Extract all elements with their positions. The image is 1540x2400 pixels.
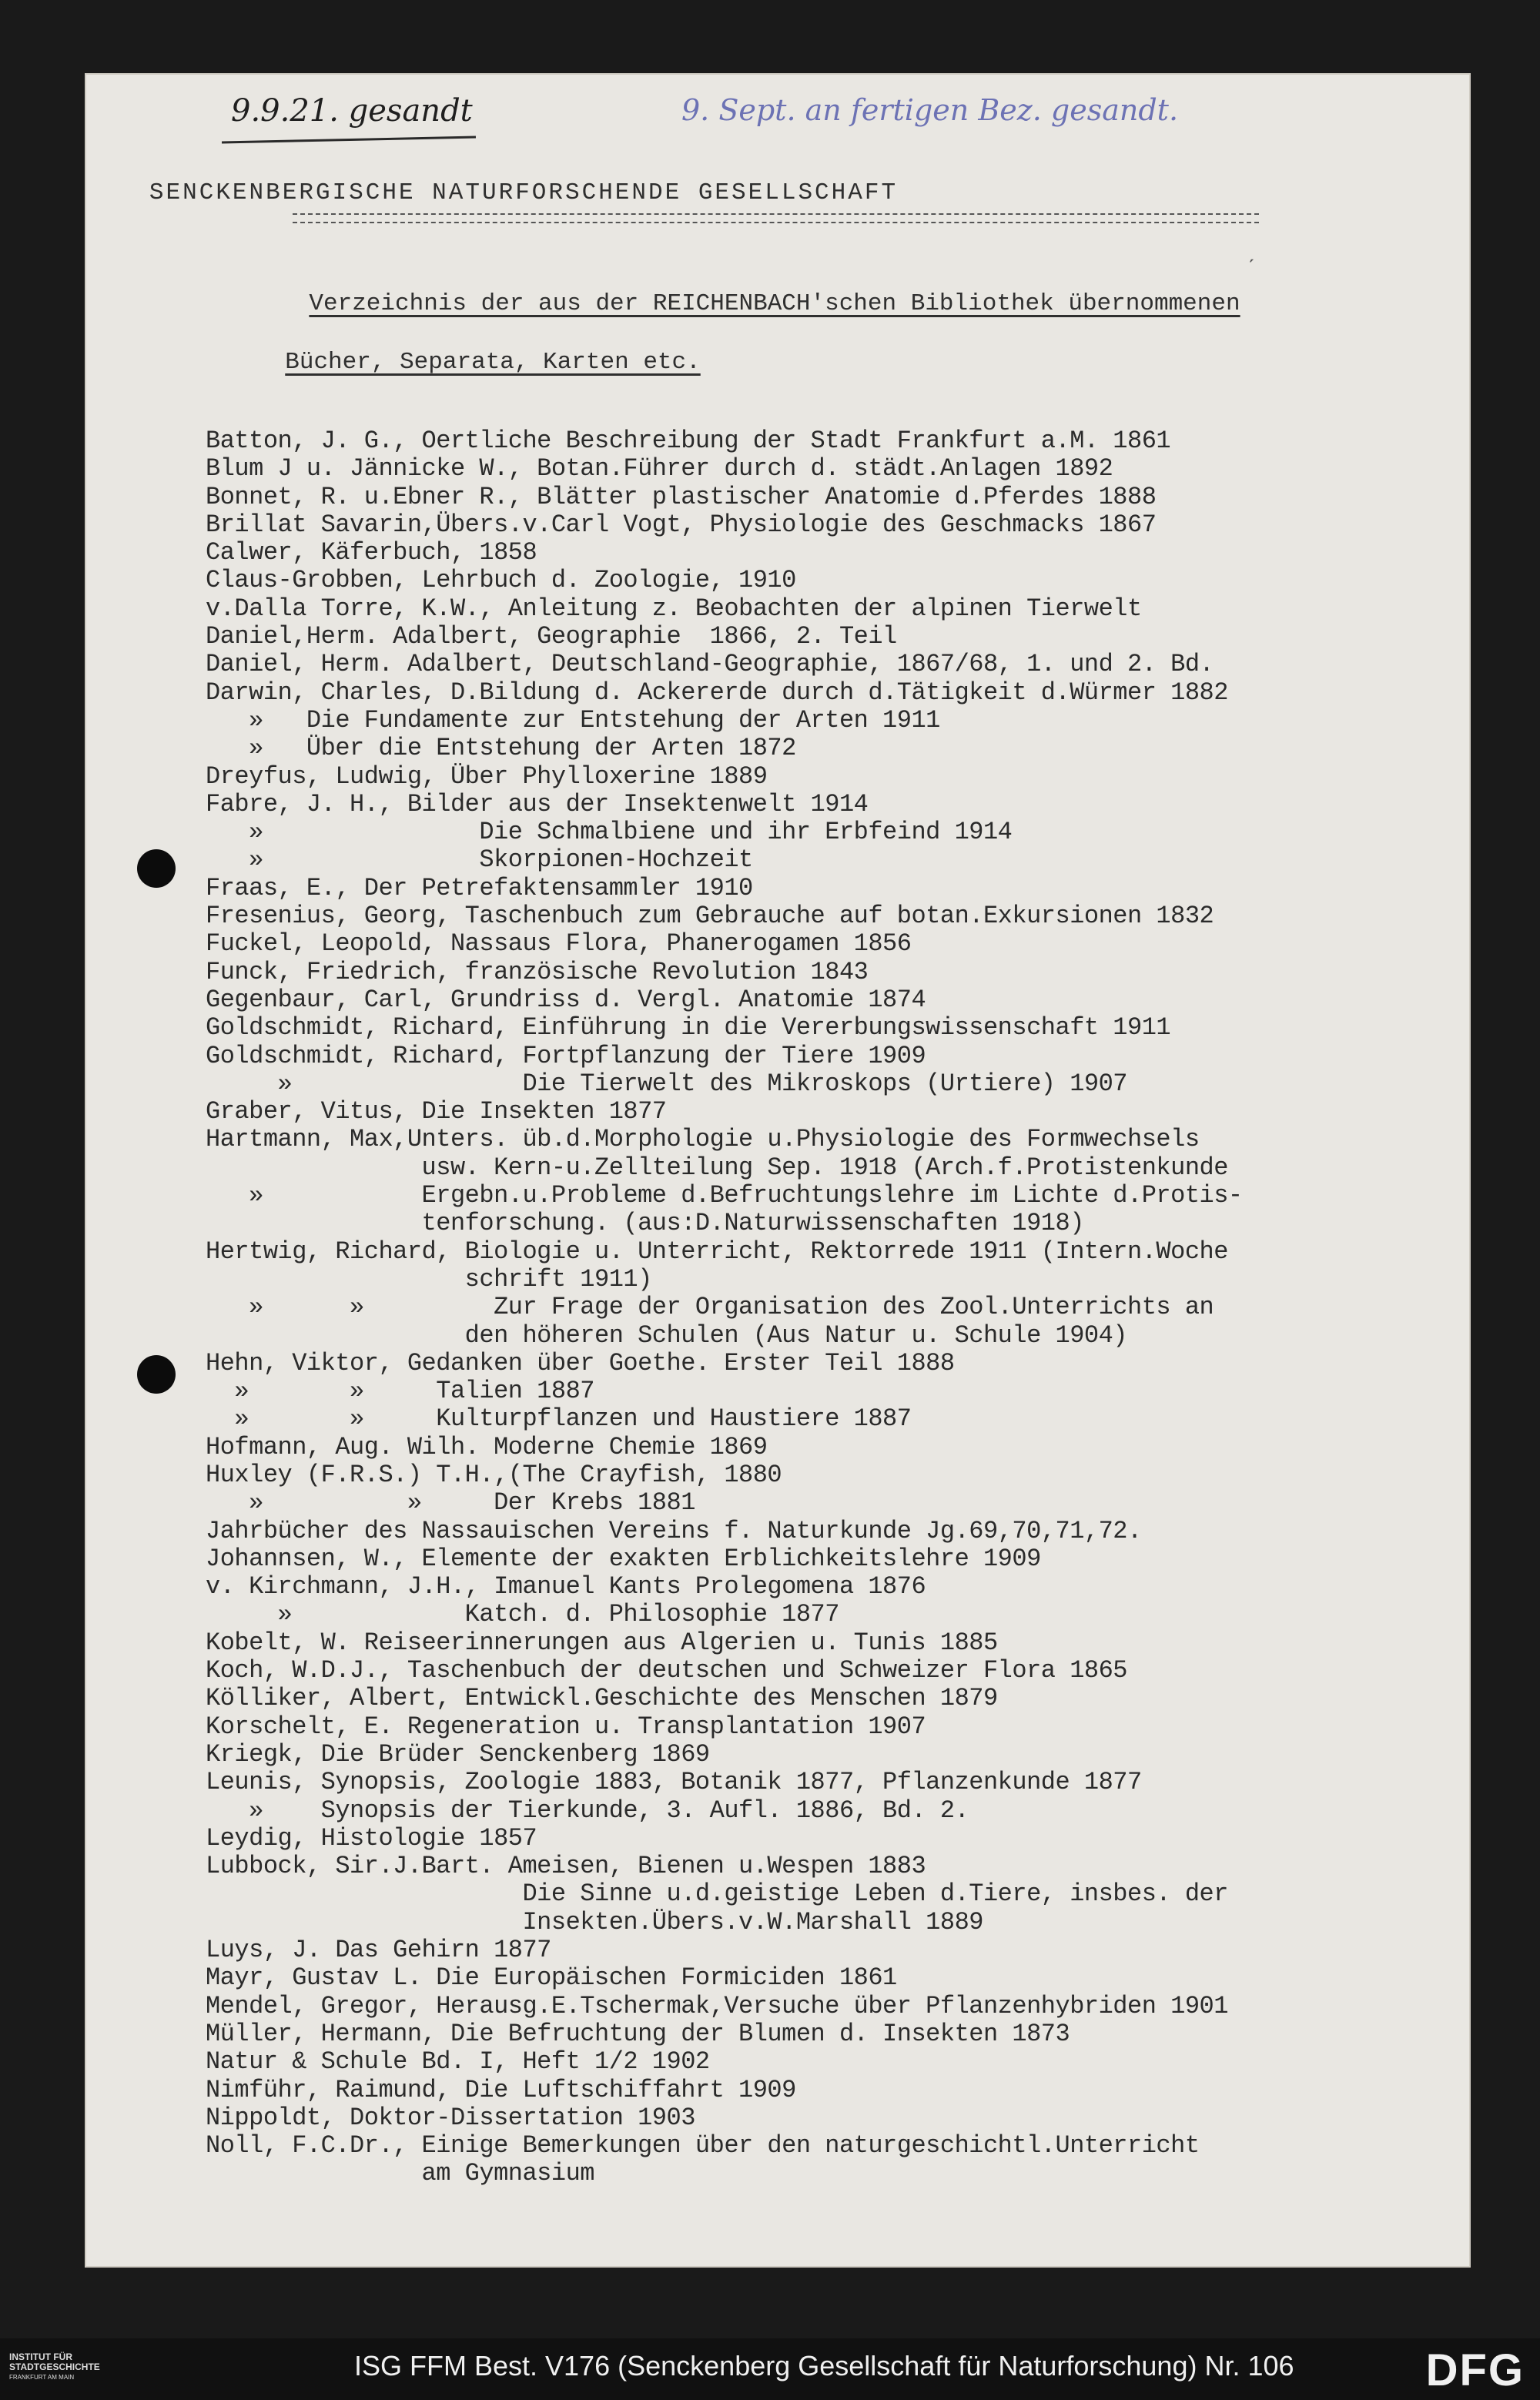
archive-footer-bar — [0, 2338, 1540, 2400]
list-item: » Die Schmalbiene und ihr Erbfeind 1914 — [206, 818, 1013, 847]
list-item: Graber, Vitus, Die Insekten 1877 — [206, 1097, 667, 1126]
list-item: am Gymnasium — [206, 2159, 594, 2188]
list-item: » Über die Entstehung der Arten 1872 — [206, 734, 796, 763]
list-item: Leunis, Synopsis, Zoologie 1883, Botanik 1877, Pflanzenkunde 1877 — [206, 1768, 1142, 1797]
list-item: Natur & Schule Bd. I, Heft 1/2 1902 — [206, 2047, 710, 2077]
list-item: Darwin, Charles, D.Bildung d. Ackererde durch d.Tätigkeit d.Würmer 1882 — [206, 678, 1228, 707]
list-item: Nippoldt, Doktor-Dissertation 1903 — [206, 2103, 695, 2132]
list-item: Müller, Hermann, Die Befruchtung der Blumen d. Insekten 1873 — [206, 2019, 1070, 2048]
handwritten-note-right: 9. Sept. an fertigen Bez. gesandt. — [681, 93, 1179, 127]
list-item: » Ergebn.u.Probleme d.Befruchtungslehre im Lichte d.Protis- — [206, 1181, 1243, 1210]
dfg-logo: DFG — [1425, 2345, 1525, 2395]
list-item: Fraas, E., Der Petrefaktensammler 1910 — [206, 873, 753, 902]
list-item: v.Dalla Torre, K.W., Anleitung z. Beobachten der alpinen Tierwelt — [206, 594, 1142, 623]
list-item: » » Der Krebs 1881 — [206, 1488, 695, 1518]
list-item: » Die Tierwelt des Mikroskops (Urtiere) 1907 — [206, 1069, 1127, 1098]
list-item: Calwer, Käferbuch, 1858 — [206, 538, 537, 567]
list-item: Kriegk, Die Brüder Senckenberg 1869 — [206, 1739, 710, 1769]
list-item: Hehn, Viktor, Gedanken über Goethe. Erster Teil 1888 — [206, 1348, 955, 1377]
list-item: » Synopsis der Tierkunde, 3. Aufl. 1886, Bd. 2. — [206, 1796, 969, 1825]
list-item: Hartmann, Max,Unters. üb.d.Morphologie u.Physiologie des Formwechsels — [206, 1125, 1200, 1154]
list-item: Leydig, Histologie 1857 — [206, 1823, 537, 1853]
list-item: » » Talien 1887 — [206, 1377, 594, 1406]
list-item: Johannsen, W., Elemente der exakten Erblichkeitslehre 1909 — [206, 1544, 1041, 1573]
list-item: Lubbock, Sir.J.Bart. Ameisen, Bienen u.Wespen 1883 — [206, 1852, 926, 1881]
list-item: Goldschmidt, Richard, Fortpflanzung der Tiere 1909 — [206, 1041, 926, 1070]
list-item: » Skorpionen-Hochzeit — [206, 845, 753, 875]
list-item: Funck, Friedrich, französische Revolution 1843 — [206, 957, 869, 986]
list-item: Gegenbaur, Carl, Grundriss d. Vergl. Anatomie 1874 — [206, 985, 926, 1014]
institution-logo: INSTITUT FÜR STADTGESCHICHTE FRANKFURT AM MAIN — [9, 2351, 100, 2381]
list-item: Mayr, Gustav L. Die Europäischen Formiciden 1861 — [206, 1963, 897, 1993]
list-item: den höheren Schulen (Aus Natur u. Schule 1904) — [206, 1321, 1127, 1350]
document-page — [85, 73, 1471, 2268]
book-list — [206, 427, 1448, 2188]
list-item: Daniel,Herm. Adalbert, Geographie 1866, 2. Teil — [206, 622, 897, 651]
list-item: tenforschung. (aus:D.Naturwissenschaften 1918) — [206, 1209, 1084, 1238]
list-item: » Katch. d. Philosophie 1877 — [206, 1600, 839, 1629]
list-item: Die Sinne u.d.geistige Leben d.Tiere, insbes. der — [206, 1879, 1228, 1909]
list-item: Fresenius, Georg, Taschenbuch zum Gebrauche auf botan.Exkursionen 1832 — [206, 902, 1214, 931]
list-item: Dreyfus, Ludwig, Über Phylloxerine 1889 — [206, 762, 768, 791]
punch-hole — [137, 849, 176, 888]
punch-hole — [137, 1355, 176, 1394]
list-item: Fabre, J. H., Bilder aus der Insektenwelt 1914 — [206, 789, 869, 818]
list-item: Claus-Grobben, Lehrbuch d. Zoologie, 1910 — [206, 566, 796, 595]
list-item: Brillat Savarin,Übers.v.Carl Vogt, Physiologie des Geschmacks 1867 — [206, 510, 1157, 539]
list-item: Daniel, Herm. Adalbert, Deutschland-Geographie, 1867/68, 1. und 2. Bd. — [206, 650, 1214, 679]
list-item: Fuckel, Leopold, Nassaus Flora, Phanerogamen 1856 — [206, 929, 912, 959]
list-item: Kölliker, Albert, Entwickl.Geschichte des Menschen 1879 — [206, 1684, 998, 1713]
list-item: Insekten.Übers.v.W.Marshall 1889 — [206, 1907, 983, 1936]
list-item: Mendel, Gregor, Herausg.E.Tschermak,Versuche über Pflanzenhybriden 1901 — [206, 1991, 1228, 2020]
list-item: » Die Fundamente zur Entstehung der Arten 1911 — [206, 705, 940, 735]
list-item: Koch, W.D.J., Taschenbuch der deutschen und Schweizer Flora 1865 — [206, 1656, 1127, 1685]
archive-caption: ISG FFM Best. V176 (Senckenberg Gesellschaft für Naturforschung) Nr. 106 — [354, 2350, 1294, 2382]
document-title-line1: Verzeichnis der aus der REICHENBACH'schen Bibliothek übernommenen — [309, 290, 1240, 317]
list-item: Nimführ, Raimund, Die Luftschiffahrt 1909 — [206, 2075, 796, 2104]
list-item: Noll, F.C.Dr., Einige Bemerkungen über den naturgeschichtl.Unterricht — [206, 2131, 1200, 2161]
list-item: Goldschmidt, Richard, Einführung in die Vererbungswissenschaft 1911 — [206, 1013, 1171, 1043]
list-item: usw. Kern-u.Zellteilung Sep. 1918 (Arch.f.Protistenkunde — [206, 1153, 1228, 1182]
list-item: Hertwig, Richard, Biologie u. Unterricht, Rektorrede 1911 (Intern.Woche — [206, 1237, 1228, 1266]
list-item: Blum J u. Jännicke W., Botan.Führer durch d. städt.Anlagen 1892 — [206, 454, 1113, 484]
list-item: Bonnet, R. u.Ebner R., Blätter plastischer Anatomie d.Pferdes 1888 — [206, 482, 1157, 511]
handwritten-underline — [222, 136, 476, 144]
list-item: » » Kulturpflanzen und Haustiere 1887 — [206, 1404, 912, 1434]
list-item: Korschelt, E. Regeneration u. Transplantation 1907 — [206, 1712, 926, 1741]
pencil-tick-mark: ˊ — [1245, 258, 1258, 282]
list-item: » » Zur Frage der Organisation des Zool.Unterrichts an — [206, 1293, 1214, 1322]
list-item: Huxley (F.R.S.) T.H.,(The Crayfish, 1880 — [206, 1460, 782, 1489]
list-item: Hofmann, Aug. Wilh. Moderne Chemie 1869 — [206, 1432, 768, 1461]
list-item: Jahrbücher des Nassauischen Vereins f. Naturkunde Jg.69,70,71,72. — [206, 1516, 1142, 1545]
list-item: v. Kirchmann, J.H., Imanuel Kants Prolegomena 1876 — [206, 1572, 926, 1602]
society-heading: SENCKENBERGISCHE NATURFORSCHENDE GESELLSCHAFT — [149, 179, 899, 206]
document-title-line2: Bücher, Separata, Karten etc. — [285, 349, 701, 376]
list-item: Kobelt, W. Reiseerinnerungen aus Algerien u. Tunis 1885 — [206, 1628, 998, 1657]
double-rule — [293, 213, 1259, 223]
handwritten-note-left: 9.9.21. gesandt — [231, 93, 473, 129]
list-item: Batton, J. G., Oertliche Beschreibung der Stadt Frankfurt a.M. 1861 — [206, 427, 1171, 455]
list-item: Luys, J. Das Gehirn 1877 — [206, 1936, 551, 1965]
list-item: schrift 1911) — [206, 1264, 652, 1294]
